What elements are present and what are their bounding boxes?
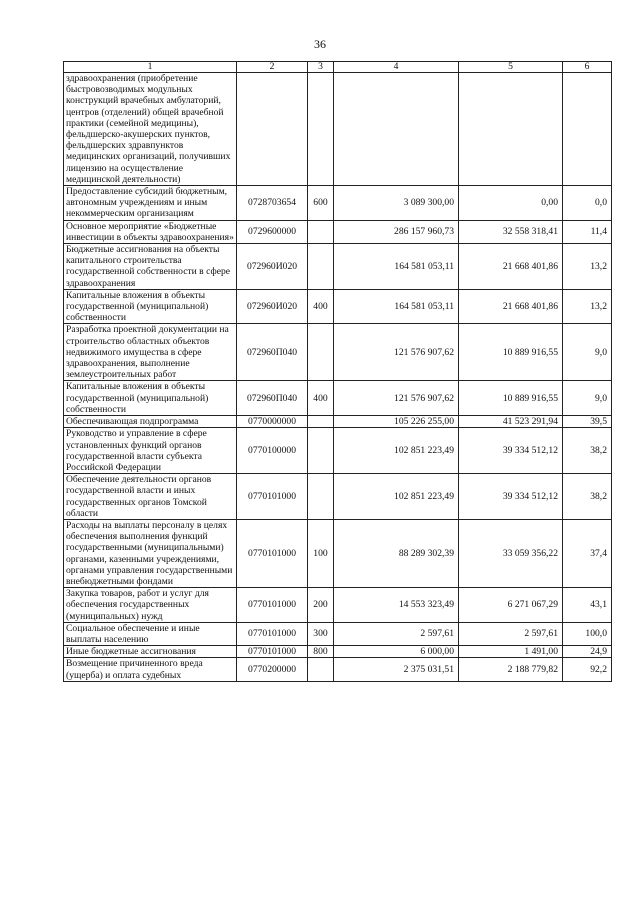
table-row	[64, 474, 612, 520]
row-vr-cell	[308, 474, 334, 520]
row-fact-cell: 41 523 291,94	[459, 416, 563, 428]
row-vr-cell: 200	[308, 588, 334, 623]
row-plan-cell: 105 226 255,00	[334, 416, 459, 428]
row-fact-cell: 1 491,00	[459, 646, 563, 658]
row-fact-cell: 10 889 916,55	[459, 381, 563, 416]
row-plan-cell: 121 576 907,62	[334, 381, 459, 416]
row-code-cell: 0770101000	[237, 588, 308, 623]
row-percent-cell: 100,0	[563, 622, 612, 645]
row-fact-cell: 39 334 512,12	[459, 474, 563, 520]
row-code-cell: 072960П040	[237, 381, 308, 416]
row-plan-cell: 286 157 960,73	[334, 220, 459, 243]
row-vr-cell	[308, 428, 334, 474]
table-row	[64, 588, 612, 623]
row-percent-cell: 11,4	[563, 220, 612, 243]
row-percent-cell: 43,1	[563, 588, 612, 623]
row-fact-cell: 21 668 401,86	[459, 289, 563, 324]
row-code-cell: 0770101000	[237, 474, 308, 520]
row-plan-cell: 88 289 302,39	[334, 519, 459, 587]
row-name-cell: Предоставление субсидий бюджетным, автономным учреждениям и иным некоммерческим организациям	[64, 186, 237, 221]
row-plan-cell: 102 851 223,49	[334, 474, 459, 520]
row-vr-cell: 400	[308, 289, 334, 324]
row-percent-cell	[563, 73, 612, 186]
row-code-cell: 0770101000	[237, 622, 308, 645]
row-percent-cell: 92,2	[563, 658, 612, 681]
row-name-cell: Социальное обеспечение и иные выплаты населению	[64, 622, 237, 645]
row-vr-cell	[308, 324, 334, 381]
row-fact-cell: 33 059 356,22	[459, 519, 563, 587]
row-plan-cell: 164 581 053,11	[334, 244, 459, 290]
table-row	[64, 646, 612, 658]
row-name-cell: Капитальные вложения в объекты государственной (муниципальной) собственности	[64, 381, 237, 416]
row-name-cell: Обеспечивающая подпрограмма	[64, 416, 237, 428]
row-vr-cell	[308, 220, 334, 243]
row-vr-cell: 600	[308, 186, 334, 221]
row-fact-cell: 6 271 067,29	[459, 588, 563, 623]
row-code-cell: 072960И020	[237, 289, 308, 324]
row-percent-cell: 39,5	[563, 416, 612, 428]
row-fact-cell: 39 334 512,12	[459, 428, 563, 474]
row-percent-cell: 24,9	[563, 646, 612, 658]
row-plan-cell: 102 851 223,49	[334, 428, 459, 474]
header-cell: 1	[64, 62, 237, 73]
row-plan-cell: 3 089 300,00	[334, 186, 459, 221]
header-cell: 2	[237, 62, 308, 73]
table-row	[64, 324, 612, 381]
row-code-cell: 0770200000	[237, 658, 308, 681]
header-cell: 5	[459, 62, 563, 73]
row-fact-cell: 0,00	[459, 186, 563, 221]
row-fact-cell: 10 889 916,55	[459, 324, 563, 381]
row-code-cell: 0770101000	[237, 646, 308, 658]
header-cell: 4	[334, 62, 459, 73]
row-code-cell: 072960П040	[237, 324, 308, 381]
row-code-cell: 0770100000	[237, 428, 308, 474]
row-plan-cell: 121 576 907,62	[334, 324, 459, 381]
table-row	[64, 416, 612, 428]
row-percent-cell: 9,0	[563, 324, 612, 381]
table-row	[64, 428, 612, 474]
table-row	[64, 289, 612, 324]
row-name-cell: Иные бюджетные ассигнования	[64, 646, 237, 658]
row-name-cell: Разработка проектной документации на строительство областных объектов недвижимого имущества в сфере здравоохранения, выполнение землеустроительных работ	[64, 324, 237, 381]
row-plan-cell: 164 581 053,11	[334, 289, 459, 324]
row-fact-cell: 21 668 401,86	[459, 244, 563, 290]
row-vr-cell	[308, 244, 334, 290]
row-name-cell: Бюджетные ассигнования на объекты капитального строительства государственной собственности в сфере здравоохранения	[64, 244, 237, 290]
page-number: 36	[314, 37, 326, 51]
row-name-cell: Расходы на выплаты персоналу в целях обеспечения выполнения функций государственными (муниципальными) органами, казенными учреждениями, органами управления государственными внебюджетными фондами	[64, 519, 237, 587]
budget-table	[63, 61, 612, 682]
row-name-cell: здравоохранения (приобретение быстровозводимых модульных конструкций врачебных амбулаторий, центров (отделений) общей врачебной практики (семейной медицины), фельдшерско-акушерских пунктов, фельдшерских здравпунктов медицинских организаций, получивших лицензию на осуществление медицинской деятельности)	[64, 73, 237, 186]
row-code-cell: 0770101000	[237, 519, 308, 587]
row-percent-cell: 38,2	[563, 474, 612, 520]
row-vr-cell: 400	[308, 381, 334, 416]
table-row	[64, 186, 612, 221]
table-row	[64, 73, 612, 186]
row-code-cell	[237, 73, 308, 186]
table-row	[64, 658, 612, 681]
row-name-cell: Возмещение причиненного вреда (ущерба) и оплата судебных	[64, 658, 237, 681]
row-plan-cell	[334, 73, 459, 186]
row-percent-cell: 9,0	[563, 381, 612, 416]
table-row	[64, 244, 612, 290]
row-fact-cell: 2 597,61	[459, 622, 563, 645]
row-vr-cell: 100	[308, 519, 334, 587]
row-plan-cell: 6 000,00	[334, 646, 459, 658]
table-row	[64, 519, 612, 587]
row-plan-cell: 2 375 031,51	[334, 658, 459, 681]
row-vr-cell: 300	[308, 622, 334, 645]
row-code-cell: 0728703654	[237, 186, 308, 221]
row-name-cell: Основное мероприятие «Бюджетные инвестиции в объекты здравоохранения»	[64, 220, 237, 243]
row-name-cell: Капитальные вложения в объекты государственной (муниципальной) собственности	[64, 289, 237, 324]
header-cell: 6	[563, 62, 612, 73]
row-plan-cell: 14 553 323,49	[334, 588, 459, 623]
row-vr-cell	[308, 73, 334, 186]
row-percent-cell: 0,0	[563, 186, 612, 221]
row-percent-cell: 13,2	[563, 289, 612, 324]
row-vr-cell	[308, 416, 334, 428]
row-code-cell: 072960И020	[237, 244, 308, 290]
row-name-cell: Руководство и управление в сфере установленных функций органов государственной власти субъекта Российской Федерации	[64, 428, 237, 474]
header-cell: 3	[308, 62, 334, 73]
table-row	[64, 220, 612, 243]
row-percent-cell: 13,2	[563, 244, 612, 290]
row-vr-cell	[308, 658, 334, 681]
row-percent-cell: 37,4	[563, 519, 612, 587]
row-name-cell: Обеспечение деятельности органов государственной власти и иных государственных органов Томской области	[64, 474, 237, 520]
row-fact-cell	[459, 73, 563, 186]
row-vr-cell: 800	[308, 646, 334, 658]
row-percent-cell: 38,2	[563, 428, 612, 474]
table-row	[64, 622, 612, 645]
table-row	[64, 381, 612, 416]
row-fact-cell: 2 188 779,82	[459, 658, 563, 681]
row-code-cell: 0729600000	[237, 220, 308, 243]
row-plan-cell: 2 597,61	[334, 622, 459, 645]
row-name-cell: Закупка товаров, работ и услуг для обеспечения государственных (муниципальных) нужд	[64, 588, 237, 623]
row-code-cell: 0770000000	[237, 416, 308, 428]
header-row	[64, 62, 612, 73]
row-fact-cell: 32 558 318,41	[459, 220, 563, 243]
